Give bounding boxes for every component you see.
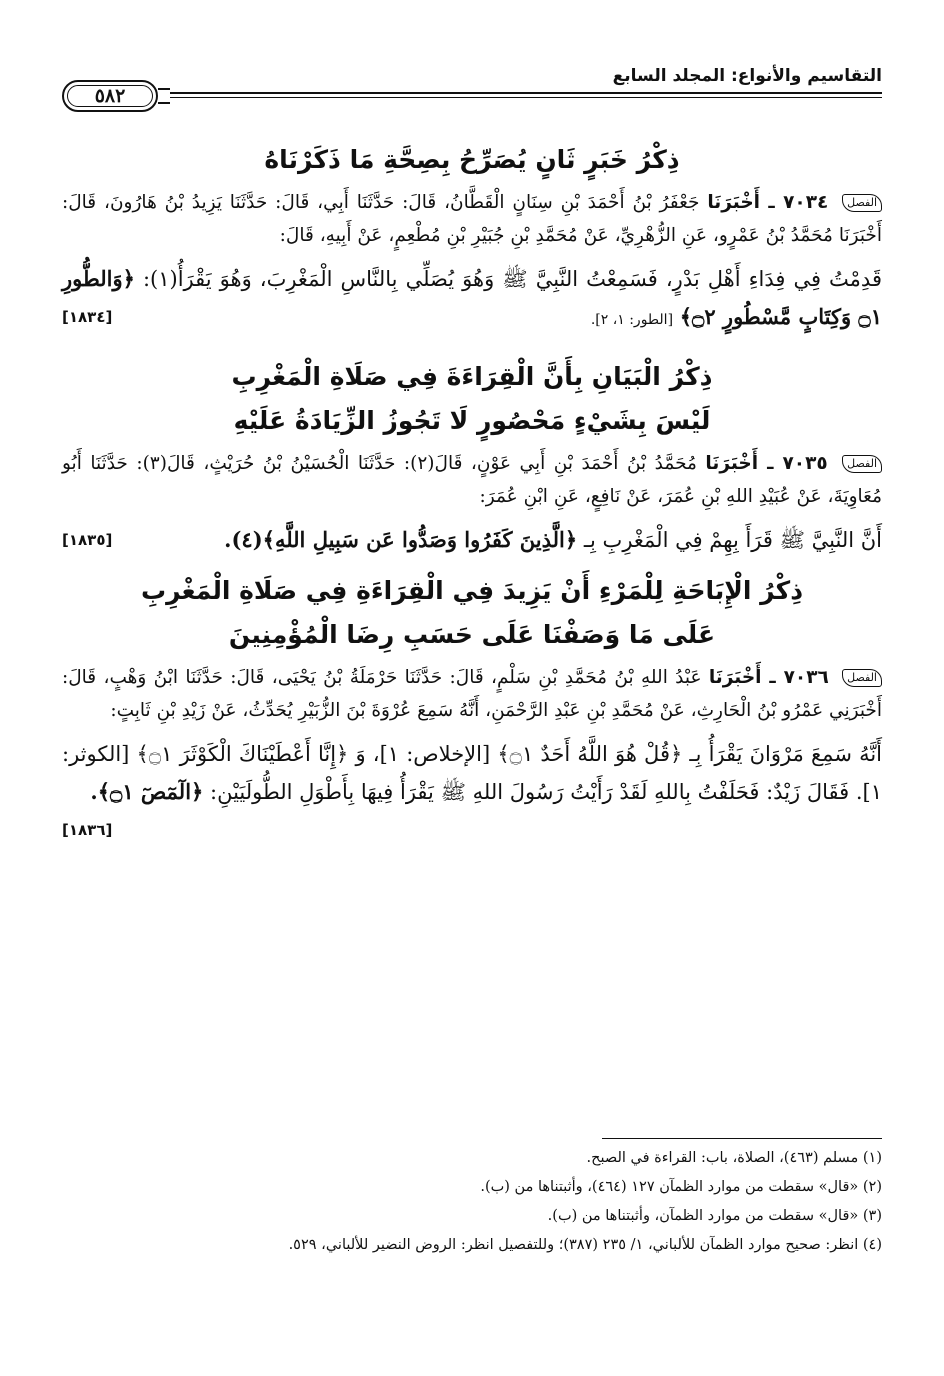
page-number-ornament (158, 88, 170, 104)
footnote: (٣) «قال» سقطت من موارد الظمآن، وأثبتناها من (ب). (547, 1208, 882, 1224)
chapter-title (62, 355, 882, 443)
chapter-title (62, 138, 882, 182)
chapter-title-line: عَلَى مَا وَصَفْنَا عَلَى حَسَبِ رِضَا الْمُؤْمِنِينَ (228, 620, 716, 649)
header-rule (170, 92, 882, 98)
page (62, 60, 882, 1350)
chapter-title-line: ذِكْرُ خَبَرٍ ثَانٍ يُصَرِّحُ بِصِحَّةِ مَا ذَكَرْنَاهُ (264, 145, 680, 174)
isnad-text: جَعْفَرُ بْنُ أَحْمَدَ بْنِ سِنَانٍ الْقَطَّانُ، قَالَ: حَدَّثَنَا أَبِي، قَالَ: حَدَّثَنَا يَزِيدُ بْنُ هَارُونَ، قَالَ: أَخْبَرَنَا مُحَمَّدُ بْنُ عَمْرٍو، عَنِ الزُّهْرِيِّ، عَنْ مُحَمَّدِ بْنِ جُبَيْرِ بْنِ مُطْعِمٍ، عَنْ أَبِيهِ، قَالَ: (62, 192, 882, 246)
hadith-number: ٧٠٣٦ ـ أَخْبَرَنَا (708, 667, 829, 688)
quran-reference: [الطور: ١، ٢]. (590, 312, 674, 328)
hadith-matn (62, 521, 882, 559)
matn-text: أَنَّهُ سَمِعَ مَرْوَانَ يَقْرَأُ بِـ ﴿قُلْ هُوَ اللَّهُ أَحَدٌ ۝١﴾ [الإخلاص: ١]، وَ ﴿إِنَّا أَعْطَيْنَاكَ الْكَوْثَرَ ۝١﴾ [الكوثر: ١]. فَقَالَ زَيْدٌ: فَحَلَفْتُ بِاللهِ لَقَدْ رَأَيْتُ رَسُولَ اللهِ ﷺ يَقْرَأُ فِيهَا بِأَطْوَلِ الطُّولَيَيْنِ: (62, 742, 883, 804)
chapter-title-line: ذِكْرُ الْبَيَانِ بِأَنَّ الْقِرَاءَةَ فِي صَلَاةِ الْمَغْرِبِ (231, 362, 713, 391)
section (62, 569, 883, 839)
footnote: (٤) انظر: صحيح موارد الظمآن للألباني، ١/ ٢٣٥ (٣٨٧)؛ وللتفصيل انظر: الروض النضير للألباني، ٥٢٩. (288, 1237, 882, 1253)
page-number: ٥٨٢ (62, 80, 158, 112)
isnad-text: عَبْدُ اللهِ بْنُ مُحَمَّدِ بْنِ سَلْمٍ، قَالَ: حَدَّثَنَا حَرْمَلَةُ بْنُ يَحْيَى، قَالَ: حَدَّثَنَا ابْنُ وَهْبٍ، قَالَ: أَخْبَرَنِي عَمْرُو بْنُ الْحَارِثِ، عَنْ مُحَمَّدِ بْنِ عَبْدِ الرَّحْمَنِ، أَنَّهُ سَمِعَ عُرْوَةَ بْنَ الزُّبَيْرِ يُحَدِّثُ، عَنْ زَيْدِ بْنِ ثَابِتٍ: (62, 667, 882, 721)
hadith-reference-number: [١٨٣٥] (62, 531, 113, 549)
hadith-reference-number: [١٨٣٦] (62, 821, 113, 839)
running-title: التقاسيم والأنواع: المجلد السابع (612, 66, 882, 86)
hadith-isnad (62, 186, 882, 252)
quran-verse: ﴿الٓمٓصٓ ۝١﴾. (90, 779, 204, 804)
section (62, 138, 882, 339)
fasl-badge-icon: الفصل (842, 455, 882, 473)
hadith-isnad (62, 447, 882, 513)
footnote-divider (602, 1138, 882, 1139)
footnote: (٢) «قال» سقطت من موارد الظمآن ١٢٧ (٤٦٤)، وأثبتناها من (ب). (480, 1179, 882, 1195)
quran-verse: ﴿وَالطُّورِ ۝١ وَكِتَابٍ مَّسْطُورٍ ۝٢﴾ (62, 266, 882, 329)
footnotes (62, 1144, 882, 1260)
chapter-title-line: لَيْسَ بِشَيْءٍ مَحْصُورٍ لَا تَجُوزُ الزِّيَادَةُ عَلَيْهِ (233, 406, 711, 435)
hadith-number: ٧٠٣٤ ـ أَخْبَرَنَا (707, 192, 829, 213)
matn-text: أَنَّ النَّبِيَّ ﷺ قَرَأَ بِهِمْ فِي الْمَغْرِبِ بِـ (583, 528, 882, 552)
hadith-number: ٧٠٣٥ ـ أَخْبَرَنَا (705, 453, 828, 474)
chapter-title (62, 569, 882, 657)
fasl-badge-icon: الفصل (842, 669, 882, 687)
hadith-matn (62, 735, 883, 839)
hadith-reference-number: [١٨٣٤] (62, 308, 113, 326)
section (62, 355, 882, 559)
fasl-badge-icon: الفصل (842, 194, 882, 212)
matn-text: قَدِمْتُ فِي فِدَاءِ أَهْلِ بَدْرٍ، فَسَمِعْتُ النَّبِيَّ ﷺ وَهُوَ يُصَلِّي بِالنَّاسِ الْمَغْرِبَ، وَهُوَ يَقْرَأُ(١): (142, 267, 882, 291)
chapter-title-line: ذِكْرُ الْإِبَاحَةِ لِلْمَرْءِ أَنْ يَزِيدَ فِي الْقِرَاءَةِ فِي صَلَاةِ الْمَغْرِبِ (140, 576, 804, 605)
hadith-matn (62, 260, 882, 339)
quran-verse: ﴿الَّذِينَ كَفَرُوا وَصَدُّوا عَن سَبِيلِ اللَّهِ﴾(٤). (224, 527, 578, 552)
hadith-isnad (62, 661, 882, 727)
isnad-text: مُحَمَّدُ بْنُ أَحْمَدَ بْنِ أَبِي عَوْنٍ، قَالَ(٢): حَدَّثَنَا الْحُسَيْنُ بْنُ حُرَيْثٍ، قَالَ(٣): حَدَّثَنَا أَبُو مُعَاوِيَةَ، عَنْ عُبَيْدِ اللهِ بْنِ عُمَرَ، عَنْ نَافِعٍ، عَنِ ابْنِ عُمَرَ: (62, 453, 882, 507)
footnote: (١) مسلم (٤٦٣)، الصلاة، باب: القراءة في الصبح. (586, 1150, 882, 1166)
page-header (62, 60, 882, 120)
